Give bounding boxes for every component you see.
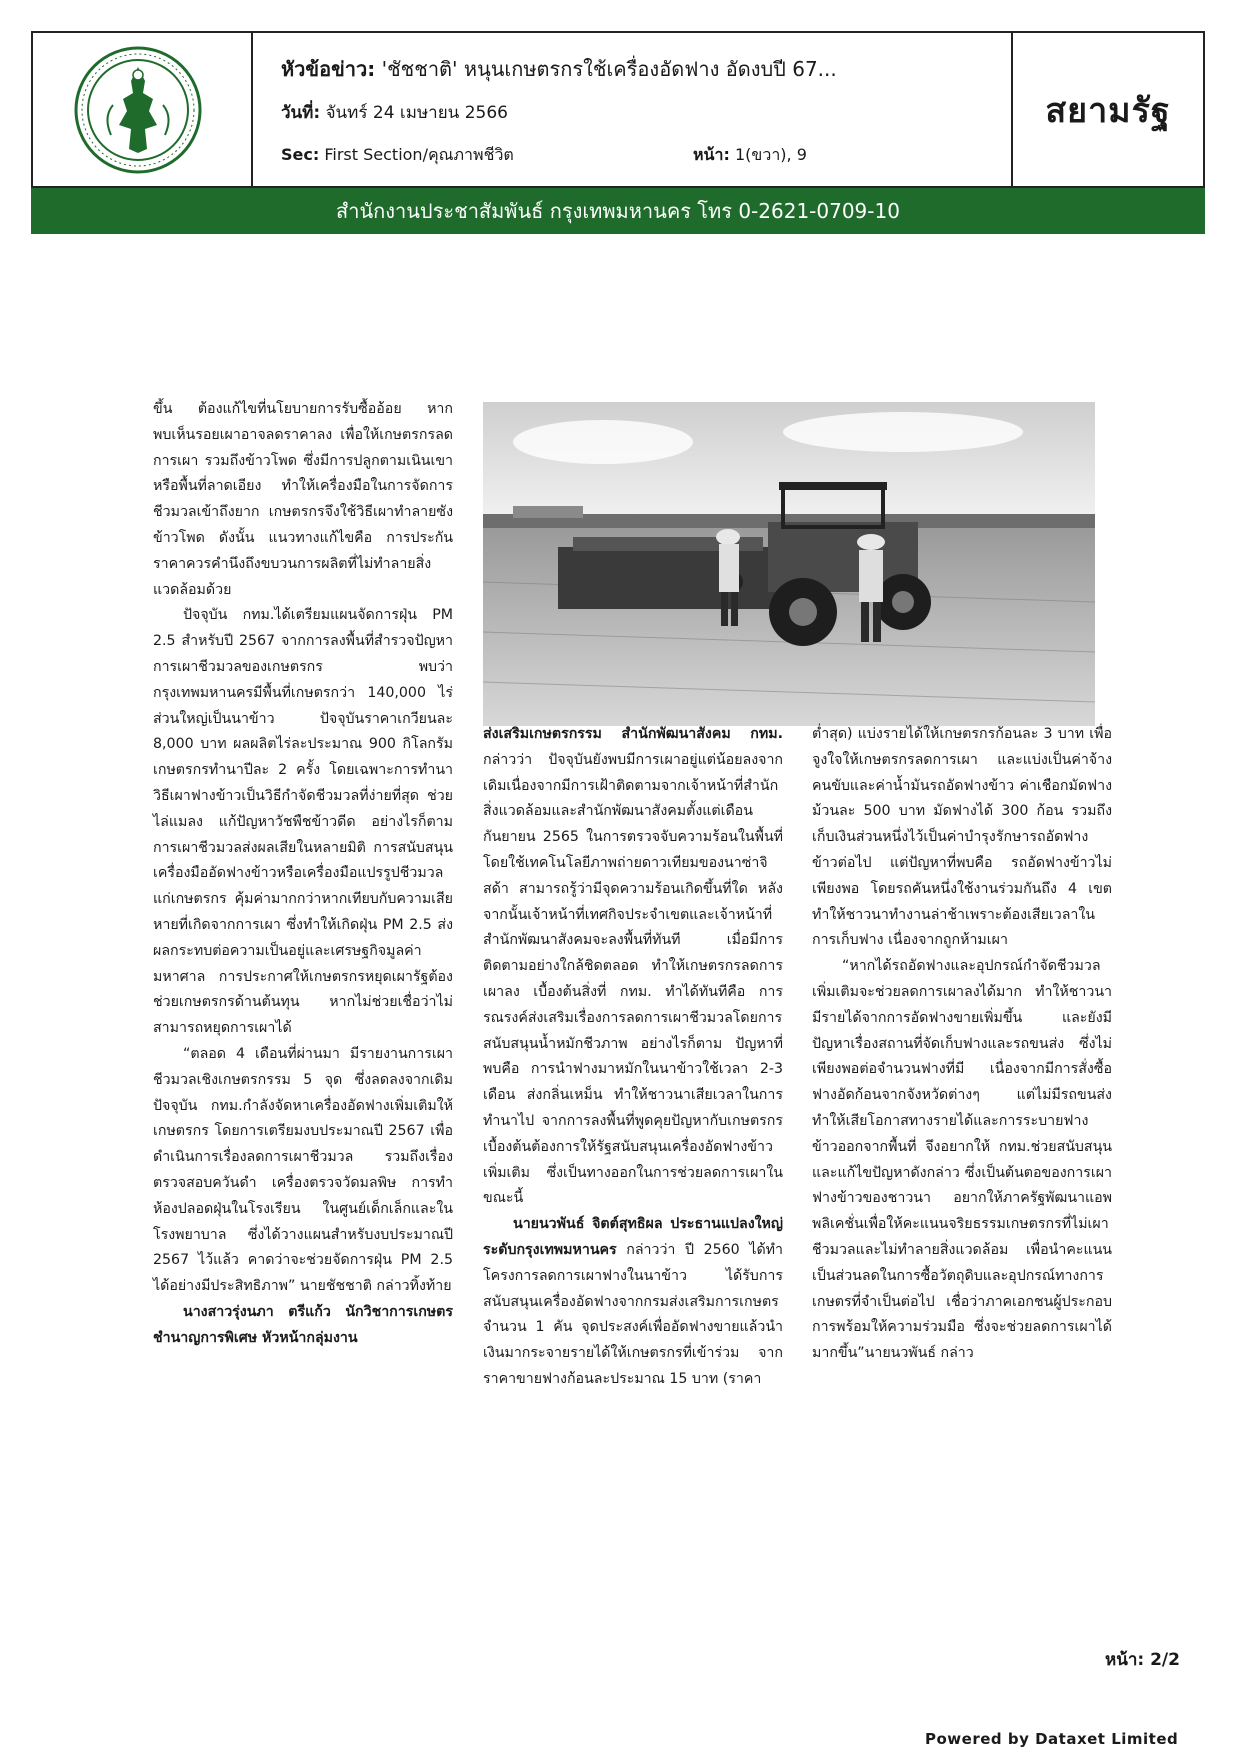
- speaker-title: ส่งเสริมเกษตรกรรม สำนักพัฒนาสังคม กทม.: [483, 726, 783, 742]
- bangkok-seal-icon: [73, 45, 203, 175]
- clipping-header: [31, 31, 1205, 188]
- headline-text: 'ชัชชาติ' หนุนเกษตรกรใช้เครื่องอัดฟาง อัดงบปี 67...: [381, 57, 837, 81]
- section-row: [281, 143, 514, 168]
- seal-cell: [33, 33, 253, 186]
- paragraph-body: กล่าวว่า ปี 2560 ได้ทำโครงการลดการเผาฟางในนาข้าว ได้รับการสนับสนุนเครื่องอัดฟางจากกรมส่งเสริมการเกษตรจำนวน 1 คัน จุดประสงค์เพื่ออัดฟางขายแล้วนำเงินมากระจายรายได้ให้เกษตรกรที่เข้าร่วม จากราคาขายฟางก้อนละประมาณ 15 บาท (ราคา: [483, 1241, 783, 1387]
- powered-by: Powered by Dataxet Limited: [925, 1730, 1179, 1748]
- publisher-cell: [1013, 33, 1203, 186]
- article-paragraph: [483, 1212, 783, 1393]
- publisher-logo: สยามรัฐ: [1045, 91, 1171, 131]
- article-paragraph: “หากได้รถอัดฟางและอุปกรณ์กำจัดชีวมวลเพิ่มเติมจะช่วยลดการเผาลงได้มาก ทำให้ชาวนามีรายได้จากการอัดฟางขายเพิ่มขึ้น และยังมีปัญหาเรื่องสถานที่จัดเก็บฟางและรถขนส่ง ซึ่งไม่เพียงพอต่อจำนวนฟางที่มี เนื่องจากมีการสั่งซื้อฟางอัดก้อนจากจังหวัดต่างๆ แต่ไม่มีรถขนส่งทำให้เสียโอกาสทางรายได้และการระบายฟางข้าวออกจากพื้นที่ จึงอยากให้ กทม.ช่วยสนับสนุนและแก้ไขปัญหาดังกล่าว ซึ่งเป็นต้นตอของการเผาฟางข้าวของชาวนา อยากให้ภาครัฐพัฒนาแอพพลิเคชั่นเพื่อให้คะแนนจริยธรรมเกษตรกรที่ไม่เผาชีวมวลและไม่ทำลายสิ่งแวดล้อม เพื่อนำคะแนนเป็นส่วนลดในการซื้อวัตถุดิบและอุปกรณ์ทางการเกษตรที่จำเป็นต่อไป เชื่อว่าภาคเอกชนผู้ประกอบการพร้อมให้ความร่วมมือ ซึ่งจะช่วยลดการเผาได้มากขึ้น”นายนวพันธ์ กล่าว: [812, 958, 1112, 1362]
- section-text: First Section/คุณภาพชีวิต: [324, 145, 514, 164]
- headline-label: หัวข้อข่าว:: [281, 57, 376, 81]
- footer-page-number: [1105, 1646, 1180, 1673]
- date-text: จันทร์ 24 เมษายน 2566: [325, 103, 508, 123]
- article-paragraph: ต่ำสุด) แบ่งรายได้ให้เกษตรกรก้อนละ 3 บาท เพื่อจูงใจให้เกษตรกรลดการเผา และแบ่งเป็นค่าจ้างคนขับและค่าน้ำมันรถอัดฟางข้าว ค่าเชือกมัดฟางม้วนละ 500 บาท มัดฟางได้ 300 ก้อน รวมถึงเก็บเงินส่วนหนึ่งไว้เป็นค่าบำรุงรักษารถอัดฟางข้าวต่อไป แต่ปัญหาที่พบคือ รถอัดฟางข้าวไม่เพียงพอ โดยรถคันหนึ่งใช้งานร่วมกันถึง 4 เขต ทำให้ชาวนาทำงานล่าช้าเพราะต้องเสียเวลาในการเก็บฟาง เนื่องจากถูกห้ามเผา: [812, 726, 1112, 949]
- article-paragraph: ปัจจุบัน กทม.ได้เตรียมแผนจัดการฝุ่น PM 2.5 สำหรับปี 2567 จากการลงพื้นที่สำรวจปัญหาการเผาชีวมวลของเกษตรกร พบว่า กรุงเทพมหานครมีพื้นที่เกษตรกว่า 140,000 ไร่ ส่วนใหญ่เป็นนาข้าว ปัจจุบันราคาเกวียนละ 8,000 บาท ผลผลิตไร่ละประมาณ 900 กิโลกรัม เกษตรกรทำนาปีละ 2 ครั้ง โดยเฉพาะการทำนา วิธีเผาฟางข้าวเป็นวิธีกำจัดชีวมวลที่ง่ายที่สุด ช่วยไล่แมลง แก้ปัญหาวัชพืชข้าวดีด อย่างไรก็ตาม การเผาชีวมวลส่งผลเสียในหลายมิติ การสนับสนุนเครื่องมืออัดฟางข้าวหรือเครื่องมือแปรรูปชีวมวลแก่เกษตรกร คุ้มค่ามากกว่าหากเทียบกับความเสียหายที่เกิดจากการเผา ซึ่งทำให้เกิดฝุ่น PM 2.5 ส่งผลกระทบต่อความเป็นอยู่และเศรษฐกิจมูลค่ามหาศาล การประกาศให้เกษตรกรหยุดเผารัฐต้องช่วยเกษตรกรด้านต้นทุน หากไม่ช่วยเชื่อว่าไม่สามารถหยุดการเผาได้: [153, 607, 453, 1037]
- paragraph-body: กล่าวว่า ปัจจุบันยังพบมีการเผาอยู่แต่น้อยลงจากเดิมเนื่องจากมีการเฝ้าติดตามจากเจ้าหน้าที่สำนักสิ่งแวดล้อมและสำนักพัฒนาสังคมตั้งแต่เดือนกันยายน 2565 ในการตรวจจับความร้อนในพื้นที่โดยใช้เทคโนโลยีภาพถ่ายดาวเทียมของนาซ่าจิสด้า สามารถรู้ว่ามีจุดความร้อนเกิดขึ้นที่ใด หลังจากนั้นเจ้าหน้าที่เทศกิจประจำเขตและเจ้าหน้าที่สำนักพัฒนาสังคมจะลงพื้นที่ทันที เมื่อมีการติดตามอย่างใกล้ชิดตลอด ทำให้เกษตรกรลดการเผาลง เบื้องต้นสิ่งที่ กทม. ทำได้ทันทีคือ การรณรงค์ส่งเสริมเรื่องการลดการเผาชีวมวลโดยการสนับสนุนน้ำหมักชีวภาพ อย่างไรก็ตาม ปัญหาที่พบคือ การนำฟางมาหมักในนาข้าวใช้เวลา 2-3 เดือน ส่งกลิ่นเหม็น ทำให้ชาวนาเสียเวลาในการทำนาไป จากการลงพื้นที่พูดคุยปัญหากับเกษตรกร เบื้องต้นต้องการให้รัฐสนับสนุนเครื่องอัดฟางข้าวเพิ่มเติม ซึ่งเป็นทางออกในการช่วยลดการเผาในขณะนี้: [483, 751, 783, 1207]
- article-column-3: [812, 722, 1112, 1367]
- article-paragraph: “ตลอด 4 เดือนที่ผ่านมา มีรายงานการเผาชีวมวลเชิงเกษตรกรรม 5 จุด ซึ่งลดลงจากเดิม ปัจจุบัน กทม.กำลังจัดหาเครื่องอัดฟางเพิ่มเติมให้เกษตรกร โดยการเตรียมงบประมาณปี 2567 เพื่อดำเนินการเรื่องลดการเผาชีวมวล รวมถึงเรื่องตรวจสอบควันดำ เครื่องตรวจวัดมลพิษ การทำห้องปลอดฝุ่นในโรงเรียน ในศูนย์เด็กเล็กและในโรงพยาบาล ซึ่งได้วางแผนสำหรับงบประมาณปี 2567 ไว้แล้ว คาดว่าจะช่วยจัดการฝุ่น PM 2.5 ได้อย่างมีประสิทธิภาพ” นายชัชชาติ กล่าวทิ้งท้าย: [153, 1045, 453, 1295]
- article-photo: [483, 402, 1095, 726]
- article-paragraph: [483, 722, 783, 1212]
- info-cell: [253, 33, 1013, 186]
- page-ref-text: 1(ขวา), 9: [734, 145, 807, 164]
- tractor-field-photo-icon: [483, 402, 1095, 726]
- footer-page-value: 2/2: [1150, 1650, 1180, 1670]
- agency-bar: สำนักงานประชาสัมพันธ์ กรุงเทพมหานคร โทร 0-2621-0709-10: [31, 188, 1205, 234]
- article-paragraph-bold: [153, 1300, 453, 1352]
- footer-page-label: หน้า:: [1105, 1650, 1145, 1670]
- article-column-1: [153, 397, 453, 1351]
- date-row: [281, 99, 508, 126]
- article-column-2: [483, 722, 783, 1393]
- article-paragraph: ขึ้น ต้องแก้ไขที่นโยบายการรับซื้ออ้อย หากพบเห็นรอยเผาอาจลดราคาลง เพื่อให้เกษตรกรลดการเผา รวมถึงข้าวโพด ซึ่งมีการปลูกตามเนินเขาหรือพื้นที่ลาดเอียง ทำให้เครื่องมือในการจัดการชีวมวลเข้าถึงยาก เกษตรกรจึงใช้วิธีเผาทำลายซังข้าวโพด ดังนั้น แนวทางแก้ไขคือ การประกันราคาควรคำนึงถึงขบวนการผลิตที่ไม่ทำลายสิ่งแวดล้อมด้วย: [153, 401, 453, 598]
- page-ref-label: หน้า:: [693, 145, 730, 164]
- speaker-name: นางสาวรุ่งนภา ตรีแก้ว นักวิชาการเกษตรชำนาญการพิเศษ หัวหน้ากลุ่มงาน: [153, 1303, 453, 1346]
- section-label: Sec:: [281, 145, 320, 164]
- page-ref-row: [693, 143, 807, 168]
- headline-row: [281, 53, 1001, 85]
- date-label: วันที่:: [281, 103, 321, 123]
- speaker-name: นายนวพันธ์ จิตต์สุทธิผล ประธานแปลงใหญ่ระดับกรุงเทพมหานคร: [483, 1216, 783, 1258]
